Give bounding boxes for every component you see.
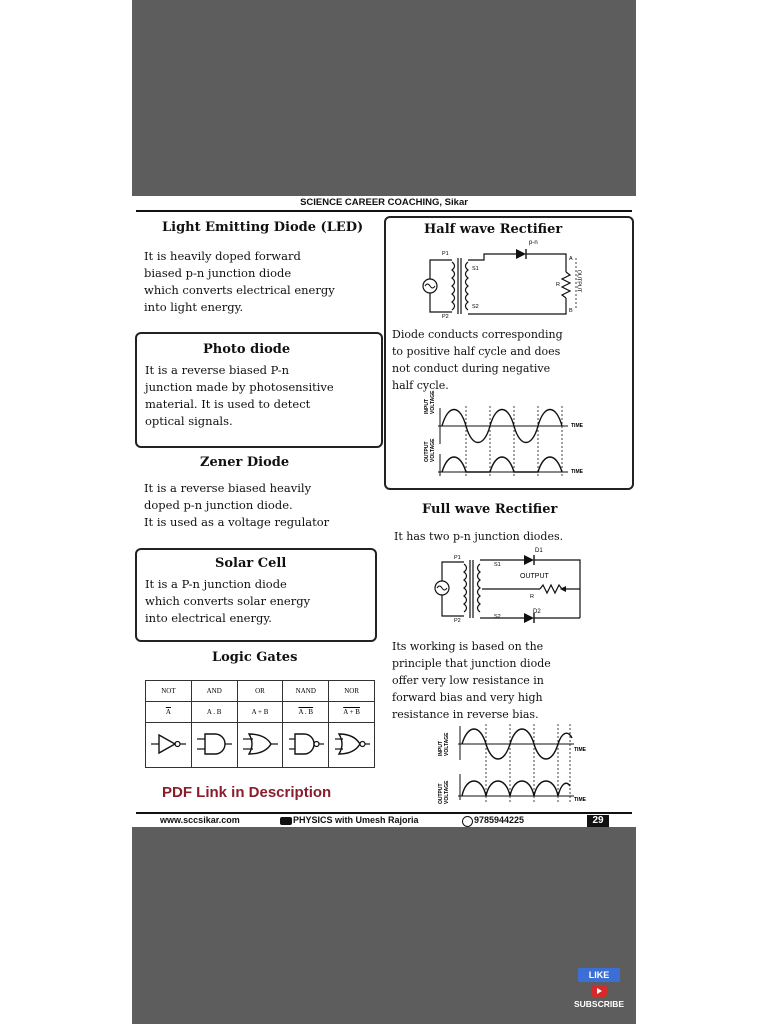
half-wave-diode-label: p-n [529,240,538,246]
full-wave-text [392,638,551,723]
page-number: 29 [587,815,609,827]
gate-expr-nand: A . B [283,702,329,723]
like-button[interactable]: LIKE [578,968,620,982]
full-wave-output-label: OUTPUT [520,573,549,580]
led-line: into light energy. [144,300,244,314]
full-wave-d1-label: D1 [535,548,543,554]
led-title: Light Emitting Diode (LED) [162,220,364,235]
full-wave-line: resistance in reverse bias. [392,708,539,721]
logic-gates-title: Logic Gates [212,650,298,665]
nand-gate-icon [283,723,329,768]
gate-expr-or: A + B [237,702,283,723]
half-wave-p2-label: P2 [442,314,449,320]
gates-expression-row [146,702,375,723]
phone-number: 9785944225 [474,815,525,825]
gate-header-nor: NOR [329,681,375,702]
led-line: It is heavily doped forward [144,249,301,263]
gate-header-or: OR [237,681,283,702]
youtube-play-icon[interactable] [591,985,607,997]
full-wave-s2-label: S2 [494,614,501,620]
half-wave-time-label-2: TIME [571,469,583,475]
zener-text [144,480,329,531]
full-wave-line: principle that junction diode [392,657,551,670]
solar-cell-line: which converts solar energy [145,594,311,608]
photo-diode-line: material. It is used to detect [145,397,311,411]
and-gate-icon [191,723,237,768]
full-wave-intro: It has two p-n junction diodes. [394,530,564,543]
half-wave-output-label: OUTPUT [575,269,582,293]
gates-header-row [146,681,375,702]
gate-header-not: NOT [146,681,192,702]
zener-line: doped p-n junction diode. [144,498,293,512]
website-link: www.sccsikar.com [160,815,240,825]
subscribe-button[interactable]: SUBSCRIBE [573,999,625,1009]
phone-icon [462,816,473,827]
photo-diode-line: optical signals. [145,414,233,428]
led-line: which converts electrical energy [144,283,335,297]
half-wave-box [384,216,634,490]
half-wave-line: Diode conducts corresponding [392,328,563,341]
zener-line: It is used as a voltage regulator [144,515,330,529]
full-wave-d2-label: D2 [533,609,541,615]
full-wave-s1-label: S1 [494,562,501,568]
page-header: SCIENCE CAREER COACHING, Sikar [300,197,468,208]
half-wave-b-label: B [569,308,573,314]
zener-title: Zener Diode [200,455,290,470]
half-wave-title: Half wave Rectifier [424,222,563,237]
photo-diode-title: Photo diode [203,342,291,357]
photo-diode-line: junction made by photosensitive [145,380,334,394]
gates-symbol-row [146,723,375,768]
half-wave-text [392,326,563,394]
solar-cell-line: into electrical energy. [145,611,272,625]
half-wave-output-voltage-label: OUTPUT VOLTAGE [424,438,436,462]
full-wave-line: forward bias and very high [392,691,543,704]
half-wave-s1-label: S1 [472,266,479,272]
pdf-link-text: PDF Link in Description [162,784,332,801]
photo-diode-line: It is a reverse biased P-n [145,363,290,377]
page-footer [132,814,636,827]
full-wave-r-label: R [530,594,534,600]
half-wave-line: to positive half cycle and does [392,345,561,358]
full-wave-time-label-2: TIME [574,797,586,803]
half-wave-line: not conduct during negative [392,362,551,375]
channel-name: PHYSICS with Umesh Rajoria [293,815,419,825]
led-line: biased p-n junction diode [144,266,292,280]
youtube-icon [280,817,292,825]
half-wave-s2-label: S2 [472,304,479,310]
half-wave-line: half cycle. [392,379,449,392]
full-wave-circuit-diagram [384,544,630,634]
gate-header-nand: NAND [283,681,329,702]
solar-cell-box [135,548,377,642]
half-wave-a-label: A [569,256,573,262]
full-wave-time-label: TIME [574,747,586,753]
gate-expr-and: A . B [191,702,237,723]
logic-gates-table [145,680,375,768]
header-divider [136,210,632,212]
bottom-letterbox [132,827,636,1024]
gate-header-and: AND [191,681,237,702]
led-text [144,248,335,316]
full-wave-graphs [384,724,630,808]
half-wave-r-label: R [556,282,560,288]
gate-expr-not: $\overline{A}$ [146,702,192,723]
or-gate-icon [237,723,283,768]
full-wave-title: Full wave Rectifier [422,502,558,517]
not-gate-icon [146,723,192,768]
gate-expr-nor: A + B [329,702,375,723]
full-wave-line: Its working is based on the [392,640,544,653]
half-wave-input-voltage-label: INPUT VOLTAGE [424,390,436,414]
full-wave-output-voltage-label: OUTPUT VOLTAGE [438,780,450,804]
half-wave-time-label: TIME [571,423,583,429]
nor-gate-icon [329,723,375,768]
full-wave-p2-label: P2 [454,618,461,624]
solar-cell-title: Solar Cell [215,556,287,571]
photo-diode-box [135,332,383,448]
solar-cell-text [145,576,310,627]
photo-diode-text [145,362,334,430]
zener-line: It is a reverse biased heavily [144,481,312,495]
solar-cell-line: It is a P-n junction diode [145,577,287,591]
full-wave-line: offer very low resistance in [392,674,544,687]
full-wave-input-voltage-label: INPUT VOLTAGE [438,732,450,756]
notes-page [132,196,636,827]
top-letterbox [132,0,636,196]
half-wave-p1-label: P1 [442,251,449,257]
full-wave-p1-label: P1 [454,555,461,561]
